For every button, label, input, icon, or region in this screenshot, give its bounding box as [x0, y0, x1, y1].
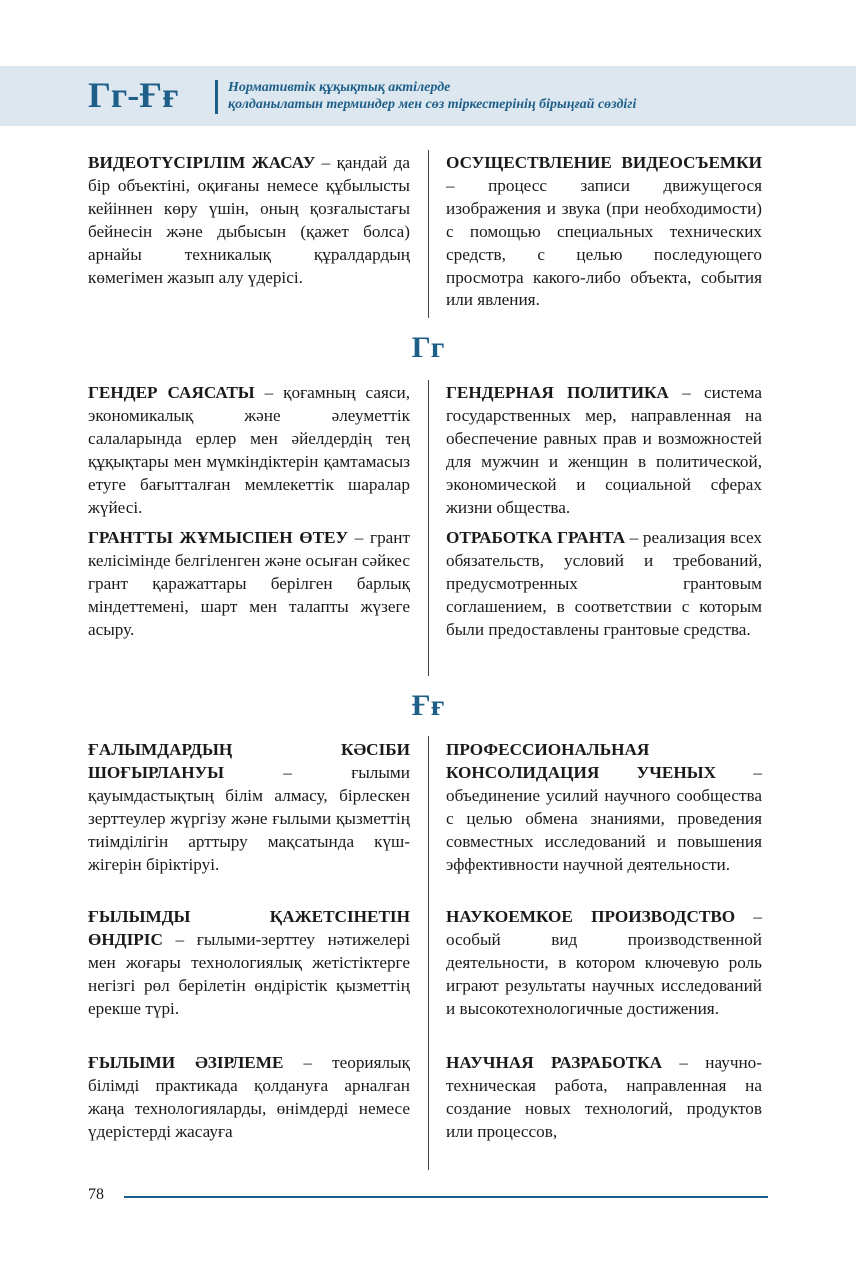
entry-term: НАУЧНАЯ РАЗРАБОТКА	[446, 1053, 663, 1072]
entry-kz-2	[88, 382, 410, 519]
header-subtitle	[228, 79, 636, 113]
entry-kz-6	[88, 1052, 410, 1144]
entry-definition: – ғылыми-зерттеу нәтижелері мен жоғары технологиялық жетістіктерге негізгі рөл берілетін өндірістік қызметтің ерекше түрі.	[88, 929, 410, 1018]
entry-definition: – қандай да бір объектіні, оқиғаны немесе құбылысты кейіннен көру үшін, оның қозғалыстағы бейнесін және дыбысын (қажет болса) арнайы техникалық құралдардың көмегімен жазып алу үдерісі.	[88, 153, 411, 287]
entry-kz-3	[88, 527, 410, 642]
entry-ru-1	[446, 152, 762, 312]
column-divider	[428, 150, 429, 318]
section-letter-gg: Гг	[411, 331, 445, 364]
entry-definition: – система государственных мер, направленная на обеспечение равных прав и возможностей для мужчин и женщин в политической, экономической и социальной сферах жизни общества.	[446, 383, 763, 517]
entry-term: ОТРАБОТКА ГРАНТА	[446, 528, 626, 547]
entry-term: ҒЫЛЫМДЫ ҚАЖЕТСІНЕТІН ӨНДІРІС	[88, 907, 410, 949]
entry-term: ҒЫЛЫМИ ӘЗІРЛЕМЕ	[88, 1053, 284, 1072]
entry-kz-5	[88, 906, 410, 1021]
entry-term: ҒАЛЫМДАРДЫҢ КӘСІБИ ШОҒЫРЛАНУЫ	[88, 740, 410, 782]
entry-kz-4	[88, 739, 410, 876]
page-number: 78	[88, 1186, 104, 1203]
entry-definition: – особый вид производственной деятельности, в котором ключевую роль играют результаты научных исследований и высокотехнологичные достижения.	[446, 907, 762, 1018]
entry-ru-4	[446, 739, 762, 876]
entry-kz-1	[88, 152, 410, 289]
header-divider	[215, 80, 218, 114]
header-letters: Гг-Ғғ	[88, 75, 179, 115]
section-letter-ggh: Ғғ	[411, 689, 445, 722]
entry-term: НАУКОЕМКОЕ ПРОИЗВОДСТВО	[446, 907, 736, 926]
entry-term: ГРАНТТЫ ЖҰМЫСПЕН ӨТЕУ	[88, 528, 349, 547]
column-divider	[428, 380, 429, 676]
entry-term: ГЕНДЕРНАЯ ПОЛИТИКА	[446, 383, 669, 402]
entry-term: ПРОФЕССИОНАЛЬНАЯ КОНСОЛИДАЦИЯ УЧЕНЫХ	[446, 740, 716, 782]
column-divider	[428, 736, 429, 1170]
entry-definition: – грант келісімінде белгіленген және осыған сәйкес грант қаражаттары берілген барлық міндеттемені, шарт мен талапты жүзеге асыру.	[88, 528, 410, 639]
entry-definition: – процесс записи движущегося изображения и звука (при необходимости) с помощью специальных технических средств, с целью последующего просмотра какого-либо объекта, события или явления.	[446, 175, 762, 310]
entry-ru-6	[446, 1052, 762, 1144]
entry-term: ГЕНДЕР САЯСАТЫ	[88, 383, 255, 402]
entry-definition: – қоғамның саяси, экономикалық және әлеуметтік салаларында ерлер мен әйелдердің тең құқықтары мен мүмкіндіктерін қамтамасыз етуге бағытталған мемлекеттік шаралар жүйесі.	[88, 383, 410, 517]
footer-rule	[124, 1196, 768, 1198]
header-subtitle-line2: қолданылатын терминдер мен сөз тіркестерінің бірыңғай сөздігі	[228, 97, 637, 112]
entry-ru-5	[446, 906, 762, 1021]
entry-definition: – реализация всех обязательств, условий и требований, предусмотренных грантовым соглашением, в соответствии с которым были предоставлены грантовые средства.	[446, 528, 762, 639]
header-subtitle-line1: Нормативтік құқықтық актілерде	[228, 80, 451, 95]
entry-definition: – теориялық білімді практикада қолдануға арналған жаңа технологияларды, өнімдерді немесе үдерістерді жасауға	[88, 1053, 410, 1141]
entry-ru-2	[446, 382, 762, 519]
entry-definition: – научно-техническая работа, направленная на создание новых технологий, продуктов или процессов,	[446, 1053, 762, 1141]
entry-definition: – объединение усилий научного сообщества с целью обмена знаниями, проведения совместных исследований и повышения эффективности научной деятельности.	[446, 762, 762, 874]
entry-term: ОСУЩЕСТВЛЕНИЕ ВИДЕОСЪЕМКИ	[446, 153, 762, 172]
entry-ru-3	[446, 527, 762, 642]
entry-definition: – ғылыми қауымдастықтың білім алмасу, бірлескен зерттеулер жүргізу және ғылыми қызметтің тиімділігін арттыру мақсатында күш-жігерін біріктіруі.	[88, 762, 410, 874]
entry-term: ВИДЕОТҮСІРІЛІМ ЖАСАУ	[88, 153, 316, 172]
